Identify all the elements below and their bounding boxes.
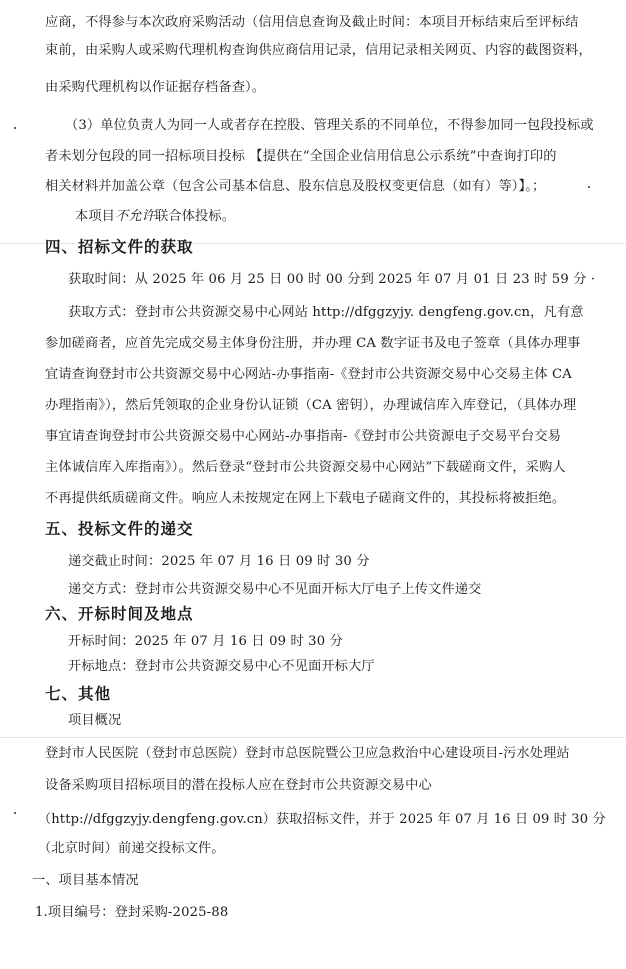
text-line: （http://dfggzyjy.dengfeng.gov.cn）获取招标文件，并于 2025 年 07 月 16 日 09 时 30 分 xyxy=(38,812,606,827)
consortium-line xyxy=(75,208,235,226)
text-line: 由采购代理机构以作证据存档备查）。 xyxy=(45,80,266,95)
text-line: 获取方式：登封市公共资源交易中心网站 http://dfggzyjy. dengfeng.gov.cn，凡有意 xyxy=(68,305,584,320)
text-line: 宜请查询登封市公共资源交易中心网站-办事指南-《登封市公共资源交易中心交易主体 CA xyxy=(45,367,572,382)
scan-dot xyxy=(588,186,590,188)
text-line: 主体诚信库入库指南》）。然后登录“登封市公共资源交易中心网站”下载磋商文件，采购人 xyxy=(45,460,566,475)
section-heading-4: 四、招标文件的获取 xyxy=(45,238,194,256)
text-line: 相关材料并加盖公章（包含公司基本信息、股东信息及股权变更信息（如有）等）】。； xyxy=(45,179,546,194)
text-line: 事宜请查询登封市公共资源交易中心网站-办事指南-《登封市公共资源电子交易平台交易 xyxy=(45,429,562,444)
section-heading-5: 五、投标文件的递交 xyxy=(45,520,194,538)
text-line: 项目概况 xyxy=(68,713,122,728)
not-allowed-emphasis: 不允许 xyxy=(115,209,156,224)
text-line: 1.项目编号：登封采购-2025-88 xyxy=(35,905,229,920)
text-line: 开标时间：2025 年 07 月 16 日 09 时 30 分 xyxy=(68,634,343,649)
text-line: 获取时间：从 2025 年 06 月 25 日 00 时 00 分到 2025 年 07 月 01 日 23 时 59 分 · xyxy=(68,272,596,287)
scan-dot xyxy=(14,127,16,129)
text-line: 办理指南》），然后凭领取的企业身份认证锁（CA 密钥），办理诚信库入库登记，（具体办理 xyxy=(45,398,577,413)
scan-fold-line xyxy=(0,737,626,738)
section-heading-7: 七、其他 xyxy=(45,685,112,703)
scan-dot xyxy=(14,812,16,814)
text-line: 束前，由采购人或采购代理机构查询供应商信用记录，信用记录相关网页、内容的截图资料， xyxy=(45,43,592,58)
text-line: 开标地点：登封市公共资源交易中心不见面开标大厅 xyxy=(68,659,375,674)
text-line: 递交截止时间：2025 年 07 月 16 日 09 时 30 分 xyxy=(68,554,370,569)
text-line: 登封市人民医院（登封市总医院）登封市总医院暨公卫应急救治中心建设项目-污水处理站 xyxy=(45,746,570,761)
text-line: 设备采购项目招标项目的潜在投标人应在登封市公共资源交易中心 xyxy=(45,778,432,793)
text-span: 联合体投标。 xyxy=(155,209,236,224)
section-heading-6: 六、开标时间及地点 xyxy=(45,605,194,623)
text-line: 应商，不得参与本次政府采购活动（信用信息查询及截止时间：本项目开标结束后至评标结 xyxy=(45,15,579,30)
text-line: 一、项目基本情况 xyxy=(32,873,139,888)
text-line: 参加磋商者，应首先完成交易主体身份注册，并办理 CA 数字证书及电子签章（具体办理事 xyxy=(45,336,581,351)
text-line: 者未划分包段的同一招标项目投标 【提供在“全国企业信用信息公示系统”中查询打印的 xyxy=(45,149,557,164)
text-line: （3）单位负责人为同一人或者存在控股、管理关系的不同单位，不得参加同一包段投标或 xyxy=(65,118,594,133)
text-span: 本项目 xyxy=(75,209,116,224)
text-line: 递交方式：登封市公共资源交易中心不见面开标大厅电子上传文件递交 xyxy=(68,582,482,597)
text-line: （北京时间）前递交投标文件。 xyxy=(38,841,225,856)
text-line: 不再提供纸质磋商文件。响应人未按规定在网上下载电子磋商文件的，其投标将被拒绝。 xyxy=(45,491,566,506)
